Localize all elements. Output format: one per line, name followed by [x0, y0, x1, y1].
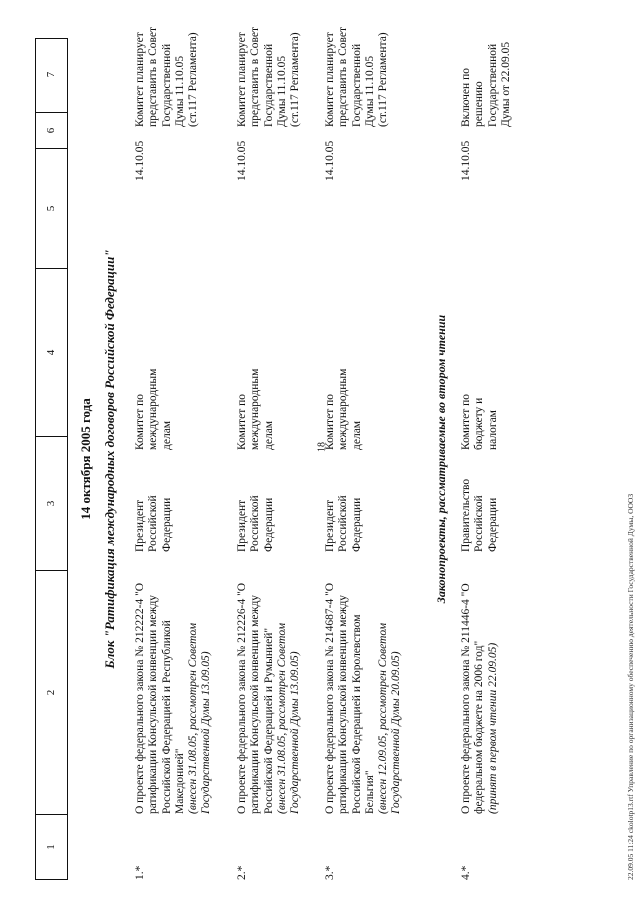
row-4-remark: Включен по решению Государственной Думы от 22.09.05 [460, 41, 512, 127]
footer-note: 22.09.05 11:24 ckolotp13.rtf Управление по организационному обеспечению деятельности Государственной Думы, ООО3 [626, 493, 635, 880]
section-heading: Законопроекты, рассматриваемые во втором чтении [434, 314, 448, 604]
header-col-7: 7 [36, 37, 67, 113]
row-2-title-cell [236, 570, 302, 814]
row-2-number: 2.* [236, 865, 248, 880]
row-2-initiator: Президент Российской Федерации [236, 495, 275, 552]
row-3-note: (внесен 12.09.05, рассмотрен Советом Государственной Думы 20.09.05) [377, 622, 403, 814]
row-4-number: 4.* [460, 865, 472, 880]
row-4-initiator: Правительство Российской Федерации [460, 478, 499, 552]
column-number-header [35, 38, 68, 880]
row-1-committee: Комитет по международным делам [134, 368, 173, 450]
row-3-number: 3.* [324, 865, 336, 880]
row-3-date: 14.10.05 [324, 140, 336, 181]
row-1-note: (внесен 31.08.05, рассмотрен Советом Государственной Думы 13.09.05) [187, 622, 213, 814]
row-4-committee: Комитет по бюджету и налогам [460, 394, 499, 450]
header-col-2: 2 [36, 571, 67, 815]
page-number: 18 [316, 442, 328, 452]
header-col-1: 1 [45, 844, 57, 850]
row-3-title-cell [324, 570, 404, 814]
header-col-4: 4 [36, 269, 67, 437]
row-1-remark: Комитет планирует представить в Совет Государственной Думы 11.10.05 (ст.117 Регламента) [134, 26, 200, 127]
row-3-committee: Комитет по международным делам [324, 368, 363, 450]
header-col-6: 6 [36, 113, 67, 149]
row-1-initiator: Президент Российской Федерации [134, 495, 173, 552]
header-col-3: 3 [36, 437, 67, 571]
row-1-number: 1.* [134, 865, 146, 880]
row-2-committee: Комитет по международным делам [236, 368, 275, 450]
row-4-title-cell [460, 570, 500, 814]
date-heading: 14 октября 2005 года [78, 398, 93, 520]
row-4-note: (принят в первом чтении 22.09.05) [486, 642, 499, 814]
row-1-title-cell [134, 570, 214, 814]
row-2-note: (внесен 31.08.05, рассмотрен Советом Государственной Думы 13.09.05) [275, 622, 302, 814]
row-2-remark: Комитет планирует представить в Совет Государственной Думы 11.10.05 (ст.117 Регламента) [236, 26, 302, 127]
row-4-date: 14.10.05 [460, 140, 472, 181]
block-heading: Блок "Ратификация международных договоров Российской Федерации" [102, 249, 117, 669]
row-4-title: О проекте федерального закона № 211446-4 "О федеральном бюджете на 2006 год" [460, 583, 486, 814]
row-3-initiator: Президент Российской Федерации [324, 495, 363, 552]
row-2-title: О проекте федерального закона № 212226-4 "О ратификации Консульской конвенции между Российской Федерацией и Румынией" [236, 582, 275, 814]
row-3-remark: Комитет планирует представить в Совет Государственной Думы 11.10.05 (ст.117 Регламента) [324, 26, 390, 127]
row-1-date: 14.10.05 [134, 140, 146, 181]
row-2-date: 14.10.05 [236, 140, 248, 181]
row-1-title: О проекте федерального закона № 212222-4 "О ратификации Консульской конвенции между Российской Федерацией и Республикой Македонией" [134, 582, 186, 814]
row-3-title: О проекте федерального закона № 214687-4 "О ратификации Консульской конвенции между Российской Федерацией и Королевством Бельгия" [324, 582, 376, 814]
header-col-5: 5 [36, 149, 67, 269]
